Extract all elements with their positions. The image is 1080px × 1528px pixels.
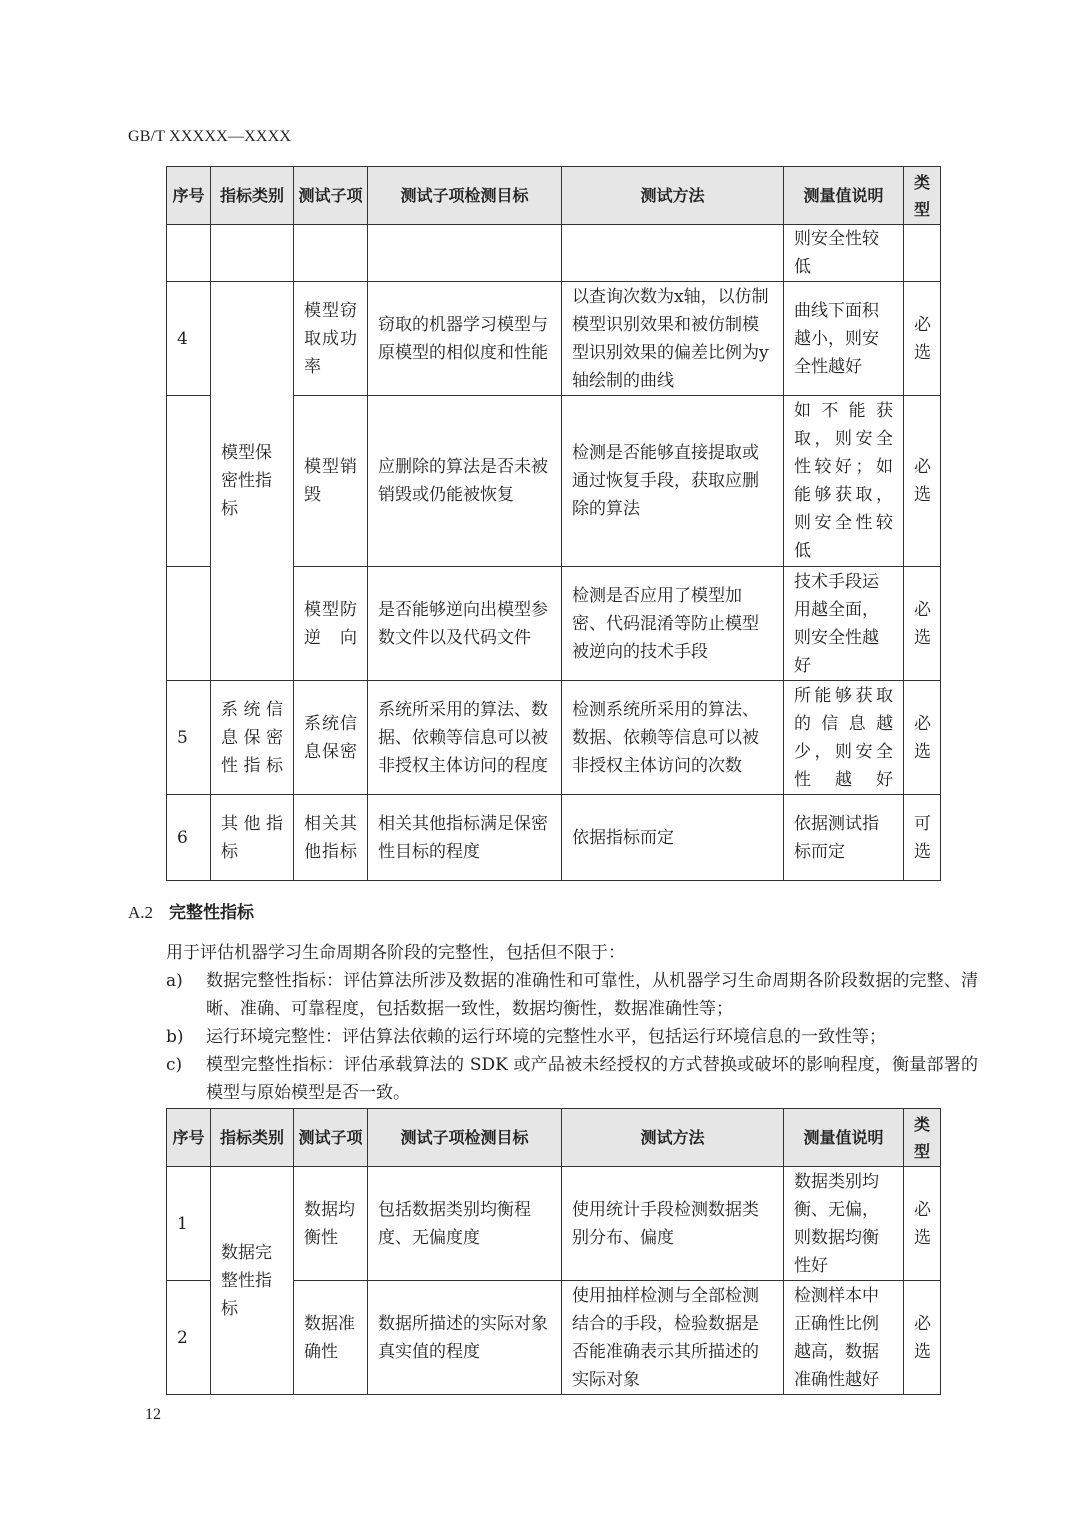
col-header-method: 测试方法 [562,1109,784,1167]
cell-type: 必选 [904,567,941,681]
table-header-row [167,1109,941,1167]
col-header-type: 类型 [904,1109,941,1167]
list-item-text: 数据完整性指标：评估算法所涉及数据的准确性和可靠性，从机器学习生命周期各阶段数据的完整、清晰、准确、可靠程度，包括数据一致性，数据均衡性，数据准确性等； [206,971,978,1019]
cell-goal: 包括数据类别均衡程度、无偏度度 [368,1167,562,1281]
table-row [167,795,941,881]
list-item-text: 模型完整性指标：评估承载算法的 SDK 或产品被未经授权的方式替换或破坏的影响程度，衡量部署的模型与原始模型是否一致。 [206,1055,978,1103]
list-marker: a) [166,971,183,991]
list-marker: b) [166,1027,184,1047]
col-header-measure: 测量值说明 [784,167,904,225]
section-heading [128,898,254,923]
list-item-text: 运行环境完整性：评估算法依赖的运行环境的完整性水平，包括运行环境信息的一致性等； [206,1027,886,1047]
cell-measure: 则安全性较低 [784,225,904,282]
confidentiality-indicator-table [166,166,941,881]
cell-sub-item: 相关其他指标 [294,795,368,881]
cell-sub-item: 模型销毁 [294,396,368,567]
cell-measure: 如不能获取，则安全性较好；如能够获取，则安全性较低 [784,396,904,567]
list-item [166,1051,978,1107]
col-header-seq: 序号 [167,1109,211,1167]
cell-measure: 所能够获取的信息越少，则安全性越好 [784,681,904,795]
list-item [166,967,978,1023]
cell-method: 检测是否应用了模型加密、代码混淆等防止模型被逆向的技术手段 [562,567,784,681]
cell-seq: 1 [167,1167,211,1281]
cell-sub-item: 模型窃取成功率 [294,282,368,396]
page-number: 12 [145,1406,161,1423]
cell-type: 可选 [904,795,941,881]
cell-goal: 相关其他指标满足保密性目标的程度 [368,795,562,881]
cell-measure: 数据类别均衡、无偏，则数据均衡性好 [784,1167,904,1281]
cell-sub-item: 数据均衡性 [294,1167,368,1281]
cell-seq: 2 [167,1281,211,1395]
cell-sub-item: 系统信息保密 [294,681,368,795]
col-header-seq: 序号 [167,167,211,225]
table-row [167,681,941,795]
list-marker: c) [166,1055,183,1075]
cell-measure: 检测样本中正确性比例越高，数据准确性越好 [784,1281,904,1395]
cell-category: 其他指标 [211,795,294,881]
cell-sub-item: 模型防逆向 [294,567,368,681]
integrity-indicator-table [166,1108,941,1395]
cell-measure: 曲线下面积越小，则安全性越好 [784,282,904,396]
col-header-goal: 测试子项检测目标 [368,167,562,225]
cell-type: 必选 [904,1281,941,1395]
cell-method: 使用抽样检测与全部检测结合的手段，检验数据是否能准确表示其所描述的实际对象 [562,1281,784,1395]
document-code: GB/T XXXXX—XXXX [128,128,292,145]
table-row [167,225,941,282]
cell-goal: 应删除的算法是否未被销毁或仍能被恢复 [368,396,562,567]
cell-category: 系统信息保密性指标 [211,681,294,795]
cell-method: 以查询次数为x轴，以仿制模型识别效果和被仿制模型识别效果的偏差比例为y轴绘制的曲线 [562,282,784,396]
cell-type: 必选 [904,282,941,396]
section-title: 完整性指标 [169,903,255,923]
col-header-method: 测试方法 [562,167,784,225]
cell-type: 必选 [904,681,941,795]
col-header-type: 类型 [904,167,941,225]
list-item [166,1023,978,1051]
cell-goal: 数据所描述的实际对象真实值的程度 [368,1281,562,1395]
cell-seq: 6 [167,795,211,881]
col-header-sub-item: 测试子项 [294,167,368,225]
cell-category: 模型保密性指标 [211,282,294,681]
cell-method: 依据指标而定 [562,795,784,881]
cell-method: 检测是否能够直接提取或通过恢复手段，获取应删除的算法 [562,396,784,567]
cell-measure: 依据测试指标而定 [784,795,904,881]
cell-seq: 5 [167,681,211,795]
cell-measure: 技术手段运用越全面，则安全性越好 [784,567,904,681]
col-header-goal: 测试子项检测目标 [368,1109,562,1167]
cell-type: 必选 [904,1167,941,1281]
table-header-row [167,167,941,225]
col-header-category: 指标类别 [211,1109,294,1167]
cell-goal: 是否能够逆向出模型参数文件以及代码文件 [368,567,562,681]
cell-goal: 系统所采用的算法、数据、依赖等信息可以被非授权主体访问的程度 [368,681,562,795]
col-header-measure: 测量值说明 [784,1109,904,1167]
table-row [167,1167,941,1281]
table-row [167,282,941,396]
cell-type: 必选 [904,396,941,567]
section-number: A.2 [128,903,154,922]
col-header-sub-item: 测试子项 [294,1109,368,1167]
cell-seq: 4 [167,282,211,396]
cell-method: 检测系统所采用的算法、数据、依赖等信息可以被非授权主体访问的次数 [562,681,784,795]
cell-sub-item: 数据准确性 [294,1281,368,1395]
cell-method: 使用统计手段检测数据类别分布、偏度 [562,1167,784,1281]
section-intro: 用于评估机器学习生命周期各阶段的完整性，包括但不限于： [166,943,625,963]
col-header-category: 指标类别 [211,167,294,225]
cell-goal: 窃取的机器学习模型与原模型的相似度和性能 [368,282,562,396]
cell-category: 数据完整性指标 [211,1167,294,1395]
